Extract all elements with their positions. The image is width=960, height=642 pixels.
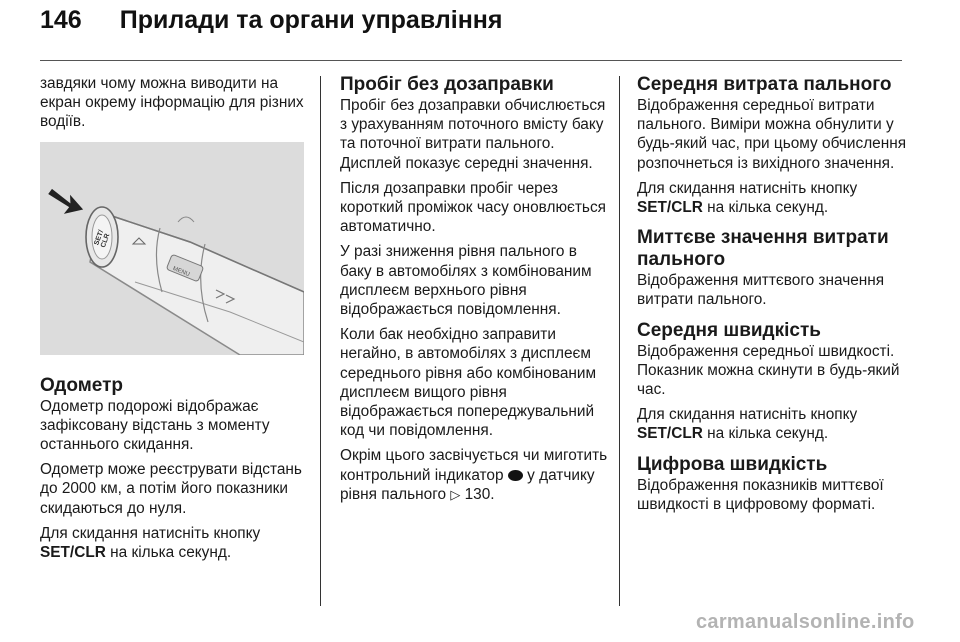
watermark: carmanualsonline.info <box>696 611 915 633</box>
column-2 <box>340 74 612 510</box>
page-reference-arrow-icon: ▷ <box>450 486 461 502</box>
stalk-control-figure <box>40 142 304 355</box>
avg-consumption-p2-pre: Для скидання натисніть кнопку <box>637 179 858 197</box>
instant-consumption-heading: Миттєве значення витрати пального <box>637 227 889 271</box>
page-title: Прилади та органи управління <box>119 6 503 34</box>
fuel-indicator-dot-icon <box>508 470 523 481</box>
range-p2: Після дозаправки пробіг через короткий проміжок часу оновлюється автоматично. <box>340 179 606 236</box>
range-heading: Пробіг без дозаправки <box>340 74 554 95</box>
range-p1: Пробіг без дозаправки обчислюється з урахуванням поточного вмісту баку та поточної витрати пального. Дисплей показує середні значення. <box>340 97 606 172</box>
set-clr-label: SET/CLR <box>40 544 106 562</box>
range-p5-post: у датчику рівня пального <box>340 466 595 503</box>
odometer-p2: Одометр може реєструвати відстань до 2000 км, а потім його показники скидаються до нуля. <box>40 461 302 517</box>
set-clr-label: SET/ CLR <box>93 228 112 249</box>
odometer-p1: Одометр подорожі відображає зафіксовану відстань з моменту останнього скидання. <box>40 397 270 454</box>
digital-speed-heading: Цифрова швидкість <box>637 453 828 475</box>
set-clr-label: SET/CLR <box>637 425 703 443</box>
avg-speed-heading: Середня швидкість <box>637 319 821 341</box>
avg-consumption-heading: Середня витрата пального <box>637 74 892 95</box>
range-p3: У разі зниження рівня пального в баку в автомобілях з комбінованим дисплеєм верхнього рівня відображається повідомлення. <box>340 243 592 319</box>
range-p5 <box>340 446 612 504</box>
column-divider-2 <box>619 76 620 606</box>
odometer-p3-pre: Для скидання натисніть кнопку <box>40 524 261 542</box>
odometer-heading: Одометр <box>40 374 124 396</box>
page-number: 146 <box>40 6 82 34</box>
column-divider-1 <box>320 76 321 606</box>
range-p5-pre: Окрім цього засвічується чи миготить контрольний індикатор <box>340 447 608 484</box>
digital-speed-p1: Відображення показників миттєвої швидкості в цифровому форматі. <box>637 476 884 513</box>
lever-illustration <box>40 142 304 355</box>
page-reference: 130. <box>464 485 495 503</box>
avg-consumption-p2 <box>637 179 912 217</box>
instant-consumption-p1: Відображення миттєвого значення витрати пального. <box>637 272 885 309</box>
range-p4: Коли бак необхідно заправити негайно, в автомобілях з дисплеєм середнього рівня або комбінованим дисплеєм вищого рівня відображається попереджувальний код чи повідомлення. <box>340 326 597 440</box>
avg-speed-p2-pre: Для скидання натисніть кнопку <box>637 406 858 424</box>
header-rule <box>40 60 902 61</box>
menu-label: MENU <box>171 265 191 278</box>
page-header <box>40 6 503 35</box>
set-clr-label: SET/CLR <box>637 199 703 217</box>
avg-consumption-p2-post: на кілька секунд. <box>702 199 829 217</box>
column-3 <box>637 74 912 520</box>
avg-speed-p2 <box>637 405 912 443</box>
avg-consumption-p1: Відображення середньої витрати пального. Виміри можна обнулити у будь-який час, при цьому обчислення розпочнеться із вихідного значення. <box>637 97 907 172</box>
avg-speed-p1: Відображення середньої швидкості. Показник можна скинути в будь-який час. <box>637 342 900 399</box>
avg-speed-p2-post: на кілька секунд. <box>702 425 829 443</box>
intro-text: завдяки чому можна виводити на екран окрему інформацію для різних водіїв. <box>40 75 304 131</box>
odometer-p3-post: на кілька секунд. <box>105 544 232 562</box>
odometer-p3 <box>40 524 304 562</box>
column-1 <box>40 74 304 568</box>
